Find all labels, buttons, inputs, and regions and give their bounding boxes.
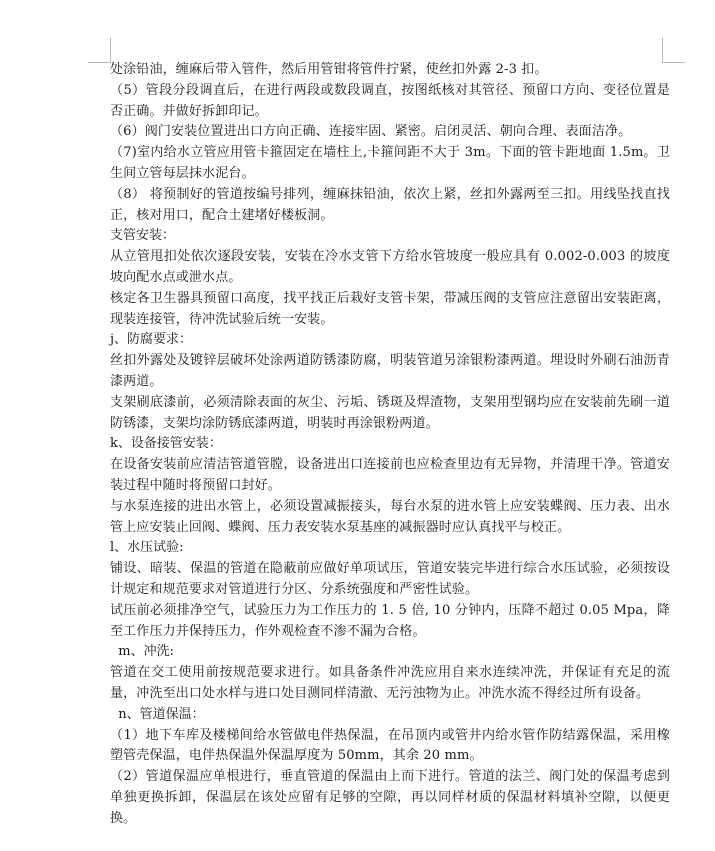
heading-branch-pipe: 支管安装：	[110, 228, 176, 244]
heading-pressure-test: l、水压试验:	[110, 540, 184, 556]
document-body	[110, 60, 670, 829]
crop-mark-top-left	[88, 38, 111, 63]
heading-equipment-connection: k、设备接管安装：	[110, 436, 222, 452]
paragraph-pressure-test-scope: 铺设、暗装、保温的管道在隐蔽前应做好单项试压，管道安装完毕进行综合水压试验，必须按设计规定和规范要求对管道进行分区、分系统强度和严密性试验。	[110, 561, 670, 597]
paragraph-flushing: 管道在交工使用前按规范要求进行。如具备条件冲洗应用自来水连续冲洗，并保证有充足的流量，冲洗至出口处水样与进口处目测同样清澈、无污浊物为止。冲洗水流不得经过所有设备。	[110, 665, 670, 701]
heading-anticorrosion: j、防腐要求：	[110, 332, 193, 348]
paragraph-anticorrosion-supports: 支架刷底漆前，必须清除表面的灰尘、污垢、锈斑及焊渣物，支架用型钢均应在安装前先刷一道防锈漆，支架均涂防锈底漆两道，明装时再涂银粉两道。	[110, 394, 670, 431]
paragraph-item-8: （8） 将预制好的管道按编号排列，缠麻抹铅油，依次上紧，丝扣外露两至三扣。用线坠找直找正，核对用口，配合土建堵好楼板洞。	[110, 186, 670, 223]
paragraph-anticorrosion-threads: 丝扣外露处及镀锌层破坏处涂两道防锈漆防腐，明装管道另涂银粉漆两道。埋设时外刷石油沥青漆两道。	[110, 353, 670, 389]
paragraph-item-6: （6）阀门安装位置进出口方向正确、连接牢固、紧密。启闭灵活、朝向合理、表面洁净。	[110, 124, 632, 140]
paragraph-equipment-cleaning: 在设备安装前应清洁管道管膛，设备进出口连接前也应检查里边有无异物，并清理干净。管道安装过程中随时将预留口封好。	[110, 457, 670, 493]
paragraph-insulation-item-2: （2）管道保温应单根进行，垂直管道的保温由上而下进行。管道的法兰、阀门处的保温考虑到单独更换拆卸，保温层在该处应留有足够的空隙，再以同样材质的保温材料填补空隙，以便更换。	[110, 769, 670, 826]
paragraph-insulation-item-1: （1）地下车库及楼梯间给水管做电伴热保温，在吊顶内或管井内给水管作防结露保温，采用橡塑管壳保温，电伴热保温外保温厚度为 50mm，其余 20 mm。	[110, 727, 670, 764]
paragraph-pump-connection: 与水泵连接的进出水管上，必须设置减振接头，每台水泵的进水管上应安装蝶阀、压力表、出水管上应安装止回阀、蝶阀、压力表安装水泵基座的减振器时应认真找平与校正。	[110, 498, 670, 535]
paragraph-item-5: （5）管段分段调直后，在进行两段或数段调直，按图纸核对其管径、预留口方向、变径位置是否正确。并做好拆卸印记。	[110, 82, 670, 119]
paragraph-branch-height: 核定各卫生器具预留口高度，找平找正后栽好支管卡架，带减压阀的支管应注意留出安装距离，现装连接管，待冲洗试验后统一安装。	[110, 290, 670, 327]
paragraph-pressure-test-criteria: 试压前必须排净空气，试验压力为工作压力的 1. 5 倍, 10 分钟内，压降不超过 0.05 Mpa，降至工作压力并保持压力，作外观检查不渗不漏为合格。	[110, 602, 670, 639]
paragraph-item-7: （7)室内给水立管应用管卡箍固定在墙柱上,卡箍间距不大于 3m。下面的管卡距地面 1.5m。卫生间立管每层抹水泥台。	[110, 145, 670, 181]
heading-insulation: n、管道保温：	[110, 706, 205, 722]
paragraph-branch-slope: 从立管甩扣处依次逐段安装，安装在冷水支管下方给水管坡度一般应具有 0.002-0.003 的坡度坡向配水点或泄水点。	[110, 249, 670, 285]
paragraph-thread-sealing: 处涂铅油，缠麻后带入管件，然后用管钳将管件拧紧，使丝扣外露 2-3 扣。	[110, 62, 548, 77]
heading-flushing: m、冲洗:	[110, 644, 174, 660]
